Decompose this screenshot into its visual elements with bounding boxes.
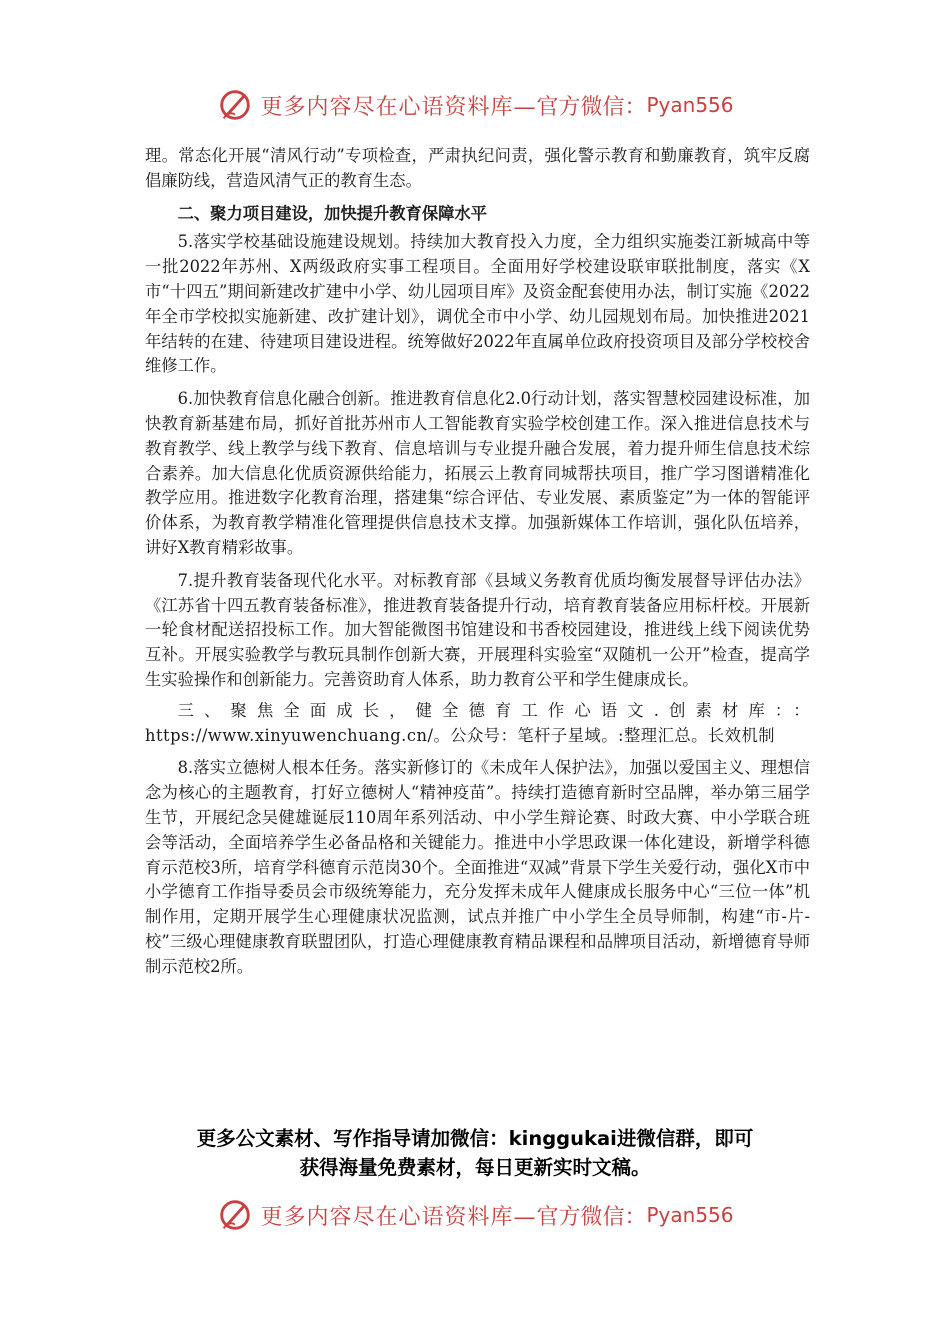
- pen-circle-logo-icon: [216, 86, 254, 124]
- footer-banner-title: 更多内容尽在心语资料库—: [260, 1204, 537, 1230]
- footer-wechat-label: 官方微信：: [536, 1204, 647, 1230]
- pen-circle-logo-icon: [216, 1196, 254, 1234]
- paragraph-5: 5.落实学校基础设施建设规划。持续加大教育投入力度，全力组织实施娄江新城高中等一批2022年苏州、X两级政府实事工程项目。全面用好学校建设联审联批制度，落实《X市“十四五”期间新建改扩建中小学、幼儿园项目库》及资金配套使用办法，制订实施《2022年全市学校拟实施新建、改扩建计划》，调优全市中小学、幼儿园规划布局。加快推进2021年结转的在建、待建项目建设进程。统筹做好2022年直属单位政府投资项目及部分学校校舍维修工作。: [145, 232, 810, 376]
- banner-title: 更多内容尽在心语资料库—: [260, 94, 537, 120]
- paragraph-6: 6.加快教育信息化融合创新。推进教育信息化2.0行动计划，落实智慧校园建设标准，加快教育新基建布局，抓好首批苏州市人工智能教育实验学校创建工作。深入推进信息技术与教育教学、线上教学与线下教育、信息培训与专业提升融合发展，着力提升师生信息技术综合素养。加大信息化优质资源供给能力，拓展云上教育同城帮扶项目，推广学习图谱精准化教学应用。推进数字化教育治理，搭建集“综合评估、专业发展、素质鉴定”为一体的智能评价体系，为教育教学精准化管理提供信息技术支撑。加强新媒体工作培训，强化队伍培养，讲好X教育精彩故事。: [145, 389, 810, 557]
- document-body: [145, 144, 810, 980]
- footer-wechat-id: Pyan556: [646, 1203, 734, 1227]
- paragraph-intro: 理。常态化开展“清风行动”专项检查，严肃执纪问责，强化警示教育和勤廉教育，筑牢反腐倡廉防线，营造风清气正的教育生态。: [145, 146, 810, 190]
- promo-notice: [0, 1124, 950, 1182]
- footer-banner: [0, 1190, 950, 1240]
- header-banner: [0, 80, 950, 130]
- promo-line-2: 获得海量免费素材，每日更新实时文稿。: [299, 1156, 651, 1179]
- section-heading-3: 三、聚焦全面成长，健全德育工作心语文.创素材库：：https://www.xinyuwenchuang.cn/。公众号：笔杆子星域。:整理汇总。长效机制: [145, 700, 810, 745]
- promo-line-1: 更多公文素材、写作指导请加微信：kinggukai进微信群，即可: [196, 1127, 754, 1150]
- banner-wechat-label: 官方微信：: [536, 94, 647, 120]
- paragraph-8: 8.落实立德树人根本任务。落实新修订的《未成年人保护法》，加强以爱国主义、理想信念为核心的主题教育，打好立德树人“精神疫苗”。持续打造德育新时空品牌，举办第三届学生节，开展纪念吴健雄诞辰110周年系列活动、中小学生辩论赛、时政大赛、中小学联合班会等活动，全面培养学生必备品格和关键能力。推进中小学思政课一体化建设，新增学科德育示范校3所，培育学科德育示范岗30个。全面推进“双减”背景下学生关爱行动，强化X市中小学德育工作指导委员会市级统筹能力，充分发挥未成年人健康成长服务中心“三位一体”机制作用，定期开展学生心理健康状况监测，试点并推广中小学生全员导师制，构建“市-片-校”三级心理健康教育联盟团队，打造心理健康教育精品课程和品牌项目活动，新增德育导师制示范校2所。: [145, 758, 810, 976]
- section-heading-2: 二、聚力项目建设，加快提升教育保障水平: [177, 203, 487, 223]
- paragraph-7: 7.提升教育装备现代化水平。对标教育部《县域义务教育优质均衡发展督导评估办法》《江苏省十四五教育装备标准》，推进教育装备提升行动，培育教育装备应用标杆校。开展新一轮食材配送招投标工作。加大智能微图书馆建设和书香校园建设，推进线上线下阅读优势互补。开展实验教学与教玩具制作创新大赛，开展理科实验室“双随机一公开”检查，提高学生实验操作和创新能力。完善资助育人体系，助力教育公平和学生健康成长。: [145, 570, 810, 689]
- banner-wechat-id: Pyan556: [646, 93, 734, 117]
